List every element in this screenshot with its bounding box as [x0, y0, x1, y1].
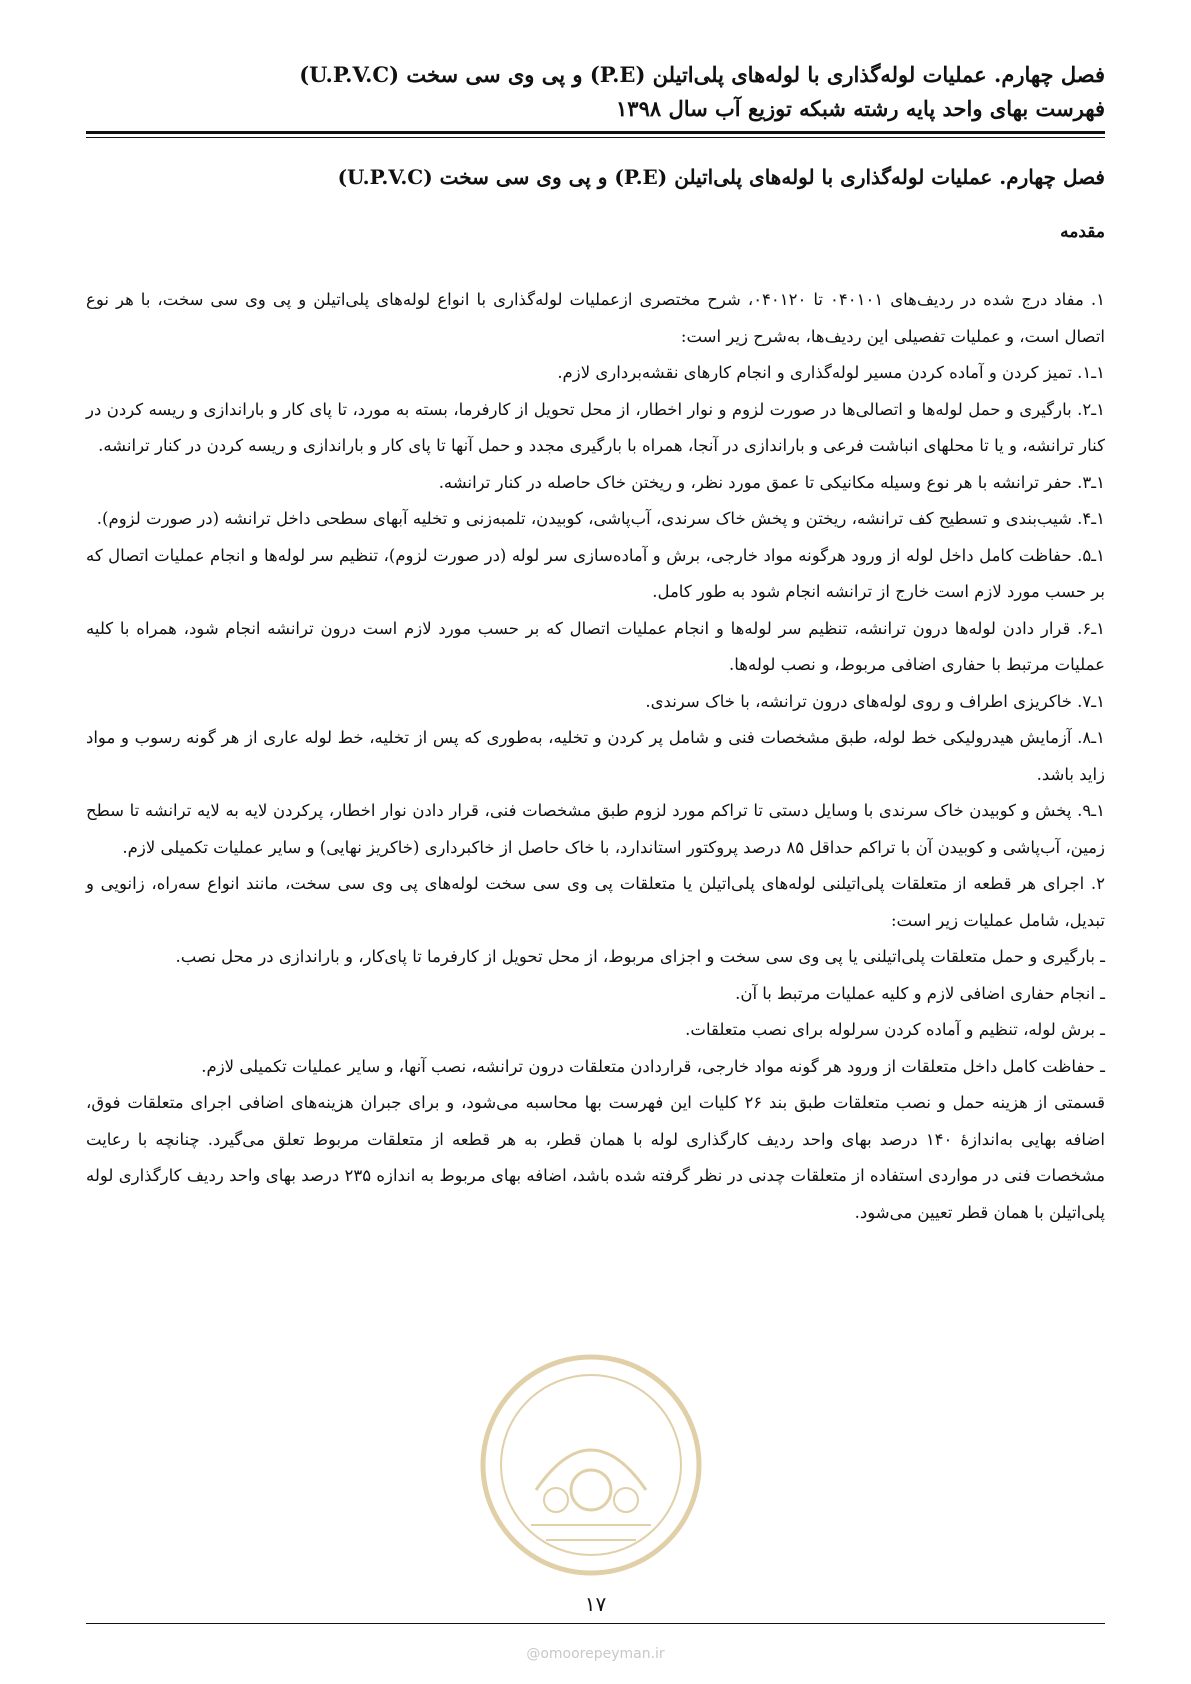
- watermark-url: @omoorepeyman.ir: [526, 1646, 665, 1662]
- header-rule-thin: [86, 137, 1105, 138]
- body-text: [86, 282, 1105, 1231]
- header-rule-thick: [86, 131, 1105, 134]
- watermark-seal-icon: [476, 1350, 706, 1580]
- running-header: [86, 58, 1105, 126]
- paragraph: ۱ـ۱. تمیز کردن و آماده کردن مسیر لوله‌گذاری و انجام کارهای نقشه‌برداری لازم.: [557, 363, 1105, 382]
- subheading-introduction: مقدمه: [1060, 222, 1105, 242]
- paragraph: ۱ـ۹. پخش و کوبیدن خاک سرندی با وسایل دستی تا تراکم مورد لزوم طبق مشخصات فنی، قرار دادن نوار اخطار، پرکردن لایه به لایه ترانشه تا سطح زمین، آب‌پاشی و کوبیدن آن با تراکم حداقل ۸۵ درصد پروکتور استاندارد، با خاک حاصل از خاکبرداری (خاکریز نهایی) و سایر عملیات تکمیلی لازم.: [86, 801, 1105, 857]
- paragraph: ۱ـ۷. خاکریزی اطراف و روی لوله‌های درون ترانشه، با خاک سرندی.: [645, 691, 1105, 711]
- paragraph: ۱ـ۳. حفر ترانشه با هر نوع وسیله مکانیکی تا عمق مورد نظر، و ریختن خاک حاصله در کنار ترانشه.: [438, 472, 1105, 492]
- paragraph: ـ برش لوله، تنظیم و آماده کردن سرلوله برای نصب متعلقات.: [685, 1020, 1105, 1039]
- paragraph: ـ انجام حفاری اضافی لازم و کلیه عملیات مرتبط با آن.: [735, 983, 1105, 1003]
- paragraph: ۱. مفاد درج شده در ردیف‌های ۰۴۰۱۰۱ تا ۰۴۰۱۲۰، شرح مختصری ازعملیات لوله‌گذاری با انواع لوله‌های پلی‌اتیلن و پی وی سی سخت، با هر نوع اتصال است، و عملیات تفصیلی این ردیف‌ها، به‌شرح زیر است:: [86, 290, 1105, 346]
- header-chapter-title: فصل چهارم. عملیات لوله‌گذاری با لوله‌های پلی‌اتیلن (P.E) و پی وی سی سخت (U.P.V.C): [299, 62, 1105, 87]
- paragraph: ۱ـ۸. آزمایش هیدرولیکی خط لوله، طبق مشخصات فنی و شامل پر کردن و تخلیه، به‌طوری که پس از تخلیه، خط لوله عاری از هر گونه رسوب و مواد زاید باشد.: [86, 728, 1105, 784]
- paragraph: ۱ـ۶. قرار دادن لوله‌ها درون ترانشه، تنظیم سر لوله‌ها و انجام عملیات اتصال که بر حسب مورد لازم است درون ترانشه انجام شود، همراه با کلیه عملیات مرتبط با حفاری اضافی مربوط، و نصب لوله‌ها.: [86, 618, 1105, 674]
- page-number: ۱۷: [584, 1592, 607, 1616]
- paragraph: ـ بارگیری و حمل متعلقات پلی‌اتیلنی یا پی وی سی سخت و اجزای مربوط، از محل تحویل از کارفرما تا پای‌کار، و باراندازی در محل نصب.: [175, 947, 1105, 966]
- footer-rule: [86, 1623, 1105, 1624]
- paragraph: ۱ـ۴. شیب‌بندی و تسطیح کف ترانشه، ریختن و پخش خاک سرندی، آب‌پاشی، کوبیدن، تلمبه‌زنی و تخلیه آبهای سطحی داخل ترانشه (در صورت لزوم).: [96, 509, 1105, 528]
- paragraph: قسمتی از هزینه حمل و نصب متعلقات طبق بند ۲۶ کلیات این فهرست بها محاسبه می‌شود، و برای جبران هزینه‌های اضافی اجرای متعلقات فوق، اضافه بهایی به‌اندازهٔ ۱۴۰ درصد بهای واحد ردیف کارگذاری لوله با همان قطر، به هر قطعه از متعلقات مربوط تعلق می‌گیرد. چنانچه با رعایت مشخصات فنی در مواردی استفاده از متعلقات چدنی در نظر گرفته شده باشد، اضافه بهای مربوط به اندازه ۲۳۵ درصد بهای واحد ردیف کارگذاری لوله پلی‌اتیلن با همان قطر تعیین می‌شود.: [86, 1093, 1106, 1222]
- paragraph: ۲. اجرای هر قطعه از متعلقات پلی‌اتیلنی لوله‌های پلی‌اتیلن یا متعلقات پی وی سی سخت لوله‌های پی وی سی سخت، مانند انواع سه‌راه، زانویی و تبدیل، شامل عملیات زیر است:: [86, 874, 1105, 930]
- header-price-list-title: فهرست بهای واحد پایه رشته شبکه توزیع آب سال ۱۳۹۸: [616, 96, 1105, 121]
- paragraph: ۱ـ۲. بارگیری و حمل لوله‌ها و اتصالی‌ها در صورت لزوم و نوار اخطار، از محل تحویل از کارفرما، بسته به مورد، تا پای کار و باراندازی و ریسه کردن در کنار ترانشه، و یا تا محلهای انباشت فرعی و باراندازی در آنجا، همراه با بارگیری مجدد و حمل آنها تا پای کار و باراندازی و ریسه کردن در کنار ترانشه.: [86, 399, 1105, 455]
- section-title: فصل چهارم. عملیات لوله‌گذاری با لوله‌های پلی‌اتیلن (P.E) و پی وی سی سخت (U.P.V.C): [337, 165, 1105, 189]
- paragraph: ـ حفاظت کامل داخل متعلقات از ورود هر گونه مواد خارجی، قراردادن متعلقات درون ترانشه، نصب آنها، و سایر عملیات تکمیلی لازم.: [201, 1056, 1105, 1076]
- paragraph: ۱ـ۵. حفاظت کامل داخل لوله از ورود هرگونه مواد خارجی، برش و آماده‌سازی سر لوله (در صورت لزوم)، تنظیم سر لوله‌ها و انجام عملیات اتصال که بر حسب مورد لازم است خارج از ترانشه انجام شود به طور کامل.: [86, 545, 1105, 601]
